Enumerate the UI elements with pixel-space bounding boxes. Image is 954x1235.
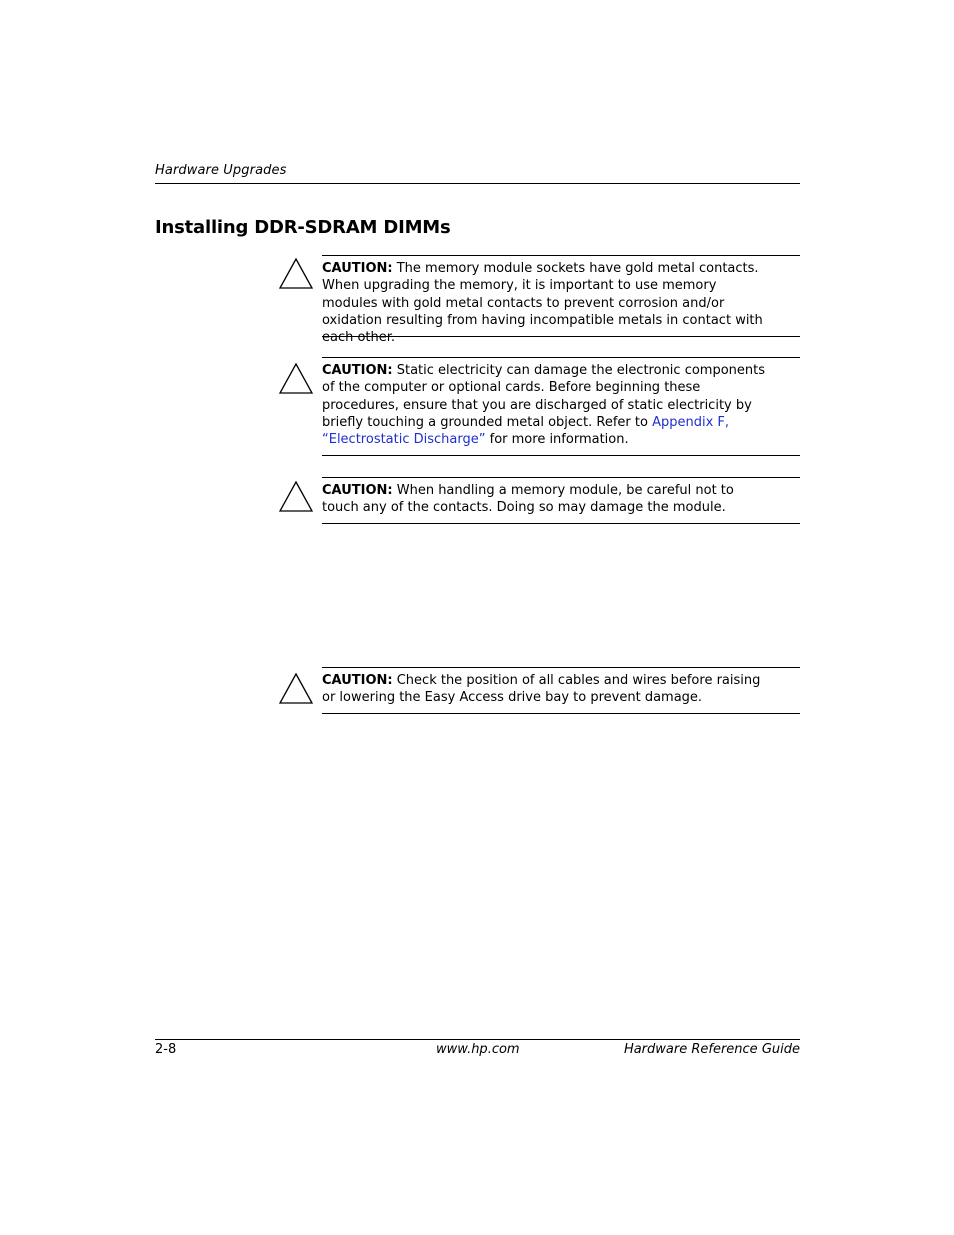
footer-website[interactable]: www.hp.com bbox=[436, 1042, 520, 1057]
caution-rule-top bbox=[322, 477, 800, 478]
caution-rule-top bbox=[322, 667, 800, 668]
caution-body-end: for more information. bbox=[485, 432, 629, 448]
caution-triangle-icon bbox=[278, 362, 314, 394]
caution-label: CAUTION: bbox=[322, 363, 393, 378]
caution-rule-bottom bbox=[322, 523, 800, 524]
caution-text bbox=[322, 362, 772, 448]
header-rule bbox=[155, 183, 800, 184]
page-number: 2-8 bbox=[155, 1042, 177, 1057]
caution-body: The memory module sockets have gold metal contacts. When upgrading the memory, it is important to use memory modules with gold metal contacts to prevent corrosion and/or oxidation resulting from having incompatible metals in contact with each other. bbox=[322, 261, 763, 346]
electrostatic-discharge-link[interactable]: “Electrostatic Discharge” bbox=[322, 432, 486, 448]
caution-rule-bottom bbox=[322, 336, 800, 337]
caution-label: CAUTION: bbox=[322, 261, 393, 276]
caution-triangle-icon bbox=[278, 672, 314, 704]
caution-triangle-icon bbox=[278, 480, 314, 512]
caution-box bbox=[278, 477, 800, 525]
caution-rule-bottom bbox=[322, 455, 800, 456]
link-separator: , bbox=[724, 414, 730, 430]
caution-triangle-icon bbox=[278, 257, 314, 289]
caution-label: CAUTION: bbox=[322, 673, 393, 688]
caution-label: CAUTION: bbox=[322, 483, 393, 498]
caution-box bbox=[278, 667, 800, 715]
caution-body: Static electricity can damage the electronic components of the computer or optional cards. Before beginning these procedures, ensure that you are discharged of static electricity by briefly touching a grounded metal object. Refer to bbox=[322, 363, 766, 430]
caution-body: When handling a memory module, be careful not to touch any of the contacts. Doing so may damage the module. bbox=[322, 483, 734, 516]
caution-box bbox=[278, 357, 800, 457]
caution-box bbox=[278, 255, 800, 346]
caution-rule-top bbox=[322, 357, 800, 358]
caution-rule-bottom bbox=[322, 713, 800, 714]
caution-body: Check the position of all cables and wires before raising or lowering the Easy Access drive bay to prevent damage. bbox=[322, 673, 761, 706]
caution-text bbox=[322, 672, 772, 707]
caution-text bbox=[322, 260, 772, 346]
appendix-f-link[interactable]: Appendix F bbox=[652, 414, 725, 430]
footer-guide-title: Hardware Reference Guide bbox=[623, 1042, 800, 1057]
caution-text bbox=[322, 482, 772, 517]
section-title: Installing DDR-SDRAM DIMMs bbox=[155, 217, 451, 238]
footer-rule bbox=[155, 1039, 800, 1040]
running-header: Hardware Upgrades bbox=[155, 163, 287, 178]
caution-rule-top bbox=[322, 255, 800, 256]
